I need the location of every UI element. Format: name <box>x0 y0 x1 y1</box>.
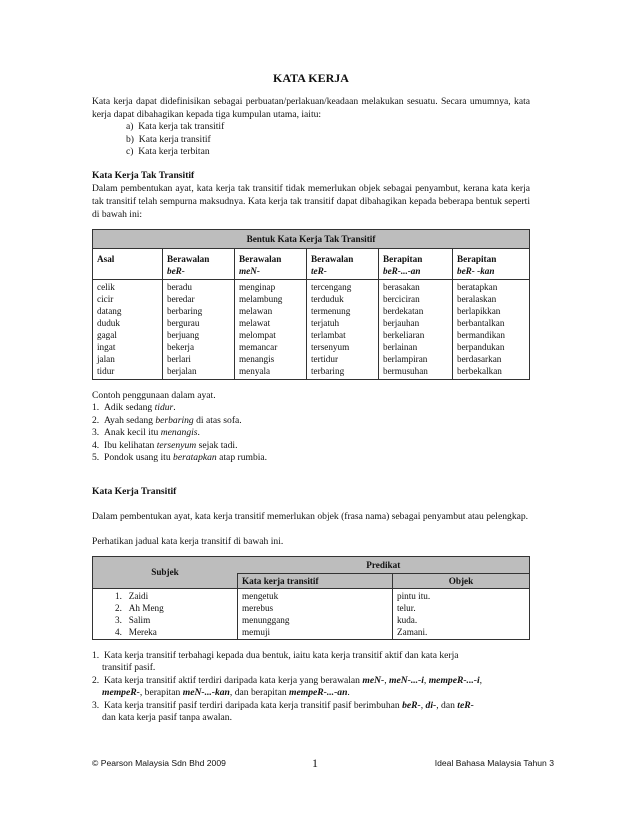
column-header: Berawalan meN- <box>235 248 307 279</box>
list-item: c) Kata kerja terbitan <box>126 146 210 157</box>
column-header: Berawalan teR- <box>307 248 379 279</box>
transitive-table <box>92 556 530 640</box>
list-item: 5. Pondok usang itu beratapkan atap rumbia. <box>92 452 268 463</box>
table-header-row <box>93 556 530 573</box>
column-header: Berapitan beR- -kan <box>453 248 530 279</box>
list-item: b) Kata kerja transitif <box>126 133 211 145</box>
list-item: 1. Adik sedang tidur. <box>92 402 176 413</box>
list-item: 4. Ibu kelihatan tersenyum sejak tadi. <box>92 439 238 451</box>
example-sentences <box>92 390 530 465</box>
subjek-header: Subjek <box>93 556 238 588</box>
objek-column-header: Objek <box>393 573 530 588</box>
verb-column-header: Kata kerja transitif <box>238 573 393 588</box>
examples-heading: Contoh penggunaan dalam ayat. <box>92 389 216 401</box>
column-header: Asal <box>93 248 163 279</box>
column-header: Berapitan beR-...-an <box>379 248 453 279</box>
list-item-continued: dan kata kerja pasif tanpa awalan. <box>102 712 232 723</box>
table-cell: tercengang terduduk termenung terjatuh terlambat tersenyum tertidur terbaring <box>307 279 379 379</box>
table-cell: menginap melambung melawan melawat melompat memancar menangis menyala <box>235 279 307 379</box>
table-cell: pintu itu. telur. kuda. Zamani. <box>393 588 530 639</box>
list-item: a) Kata kerja tak transitif <box>126 121 225 132</box>
table-caption: Bentuk Kata Kerja Tak Transitif <box>93 229 530 248</box>
table-cell: 1. Zaidi 2. Ah Meng 3. Salim 4. Mereka <box>115 590 164 637</box>
table-cell: beratapkan beralaskan berlapikkan berbantalkan bermandikan berpandukan berdasarkan berbekalkan <box>453 279 530 379</box>
section-heading-transitive: Kata Kerja Transitif <box>92 485 177 497</box>
section-heading-intransitive: Kata Kerja Tak Transitif <box>92 169 195 181</box>
page-number: 1 <box>312 756 318 770</box>
intransitive-paragraph: Dalam pembentukan ayat, kata kerja tak transitif tidak memerlukan objek sebagai penyambut, kerana kata kerja tak transitif telah sempurna maksudnya. Kata kerja tak transitif dapat dibahagikan kepada beberapa bentuk seperti di bawah ini: <box>92 182 530 220</box>
verb-group-list <box>126 121 530 159</box>
list-item: 3. Kata kerja transitif pasif terdiri daripada kata kerja transitif pasif berimbuhan beR-, di-, dan teR- <box>92 699 474 711</box>
column-header: Berawalan beR- <box>163 248 235 279</box>
table-cell: celik cicir datang duduk gagal ingat jalan tidur <box>97 281 122 376</box>
table-body-row <box>93 588 530 639</box>
transitive-notes <box>92 650 530 725</box>
transitive-note: Perhatikan jadual kata kerja transitif di bawah ini. <box>92 535 284 547</box>
predikat-header: Predikat <box>238 556 530 573</box>
list-item: 2. Kata kerja transitif aktif terdiri daripada kata kerja yang berawalan meN-, meN-...-i, mempeR-...-i, <box>92 674 483 686</box>
table-body-row <box>93 279 530 379</box>
intro-paragraph: Kata kerja dapat didefinisikan sebagai perbuatan/perlakuan/keadaan melakukan sesuatu. Secara umumnya, kata kerja dapat dibahagikan kepada tiga kumpulan utama, iaitu: <box>92 96 530 120</box>
list-item-continued: transitif pasif. <box>102 662 156 673</box>
table-cell: beradu beredar berbaring bergurau berjuang bekerja berlari berjalan <box>163 279 235 379</box>
list-item-continued: mempeR-, berapitan meN-...-kan, dan berapitan mempeR-...-an. <box>102 687 350 698</box>
list-item: 1. Kata kerja transitif terbahagi kepada dua bentuk, iaitu kata kerja transitif aktif dan kata kerja <box>92 649 459 661</box>
transitive-paragraph: Dalam pembentukan ayat, kata kerja transitif memerlukan objek (frasa nama) sebagai penyambut atau pelengkap. <box>92 510 529 522</box>
list-item: 2. Ayah sedang berbaring di atas sofa. <box>92 414 242 426</box>
document-page <box>92 72 530 725</box>
page-title: KATA KERJA <box>273 71 349 85</box>
table-header-row <box>93 248 530 279</box>
copyright-text: © Pearson Malaysia Sdn Bhd 2009 <box>92 758 226 768</box>
intransitive-table <box>92 229 530 380</box>
table-cell: berasakan berciciran berdekatan berjauhan berkeliaran berlainan berlampiran bermusuhan <box>379 279 453 379</box>
book-title: Ideal Bahasa Malaysia Tahun 3 <box>434 758 554 768</box>
table-cell: mengetuk merebus menunggang memuji <box>238 588 393 639</box>
list-item: 3. Anak kecil itu menangis. <box>92 427 200 438</box>
